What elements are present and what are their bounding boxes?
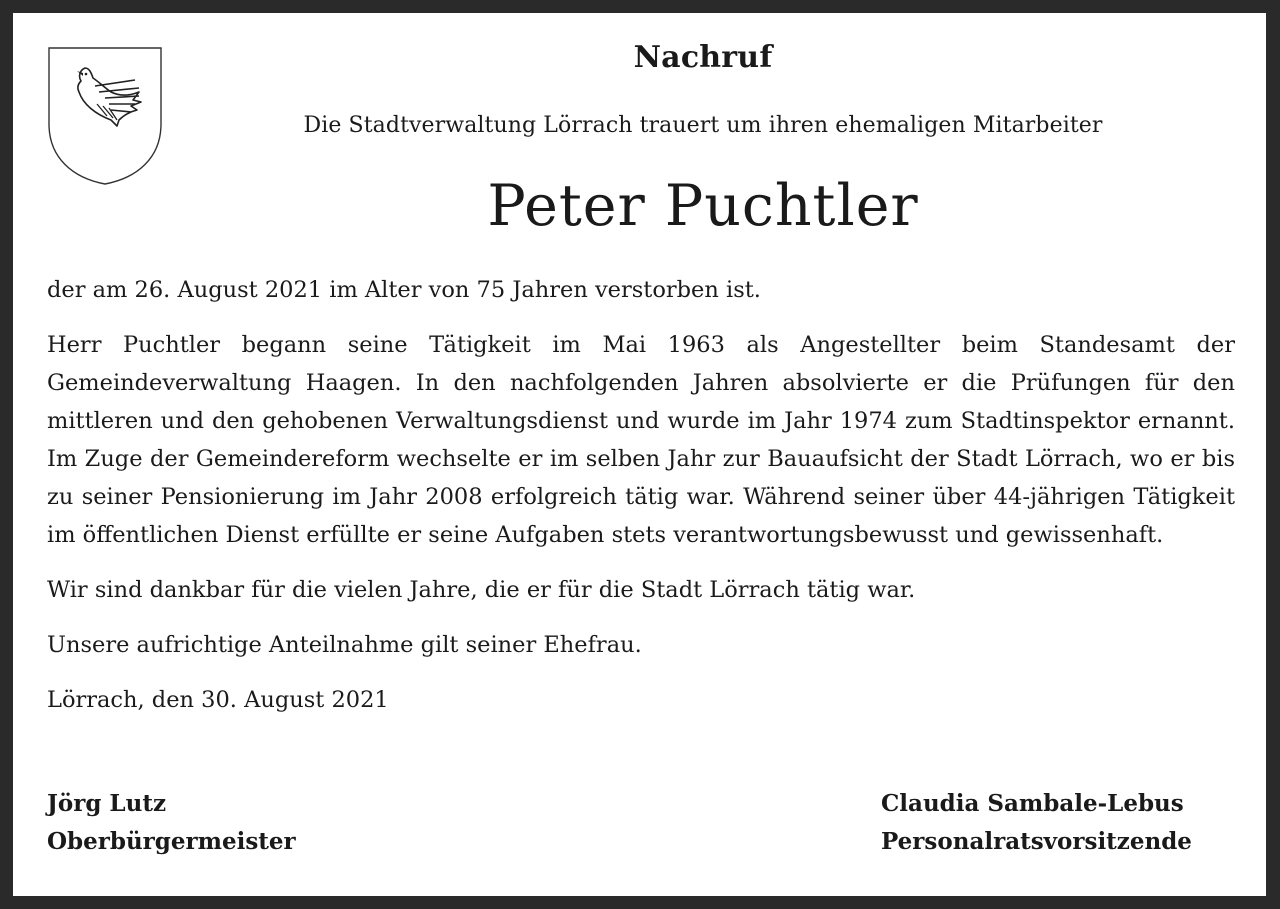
signatory-name: Claudia Sambale-Lebus	[881, 790, 1184, 817]
obituary-notice	[13, 13, 1266, 896]
signatory-name: Jörg Lutz	[47, 790, 167, 817]
signatory-role: Personalratsvorsitzende	[881, 828, 1192, 855]
gratitude-paragraph: Wir sind dankbar für die vielen Jahre, die er für die Stadt Lörrach tätig war.	[47, 577, 916, 603]
notice-title: Nachruf	[633, 40, 773, 75]
signatory-role: Oberbürgermeister	[47, 828, 296, 855]
notice-subtitle: Die Stadtverwaltung Lörrach trauert um ihren ehemaligen Mitarbeiter	[303, 113, 1103, 138]
notice-body	[47, 271, 1235, 736]
signatory-right	[881, 785, 1192, 861]
coat-of-arms-bird-icon	[47, 46, 163, 186]
deceased-name: Peter Puchtler	[487, 173, 919, 239]
signatory-left	[47, 785, 296, 861]
death-statement: der am 26. August 2021 im Alter von 75 Jahren verstorben ist.	[47, 277, 761, 303]
condolence-paragraph: Unsere aufrichtige Anteilnahme gilt seiner Ehefrau.	[47, 632, 642, 658]
place-date: Lörrach, den 30. August 2021	[47, 687, 389, 713]
career-paragraph: Herr Puchtler begann seine Tätigkeit im Mai 1963 als Angestellter beim Standesamt der Gemeindeverwaltung Haagen. In den nachfolgenden Jahren absolvierte er die Prüfungen für den mittleren und den gehobenen Verwaltungsdienst und wurde im Jahr 1974 zum Stadtinspektor ernannt. Im Zuge der Gemeindereform wechselte er im selben Jahr zur Bauaufsicht der Stadt Lörrach, wo er bis zu seiner Pensionierung im Jahr 2008 erfolgreich tätig war. Während seiner über 44-jährigen Tätigkeit im öffentlichen Dienst erfüllte er seine Aufgaben stets verantwortungsbewusst und gewissenhaft.	[47, 332, 1235, 548]
